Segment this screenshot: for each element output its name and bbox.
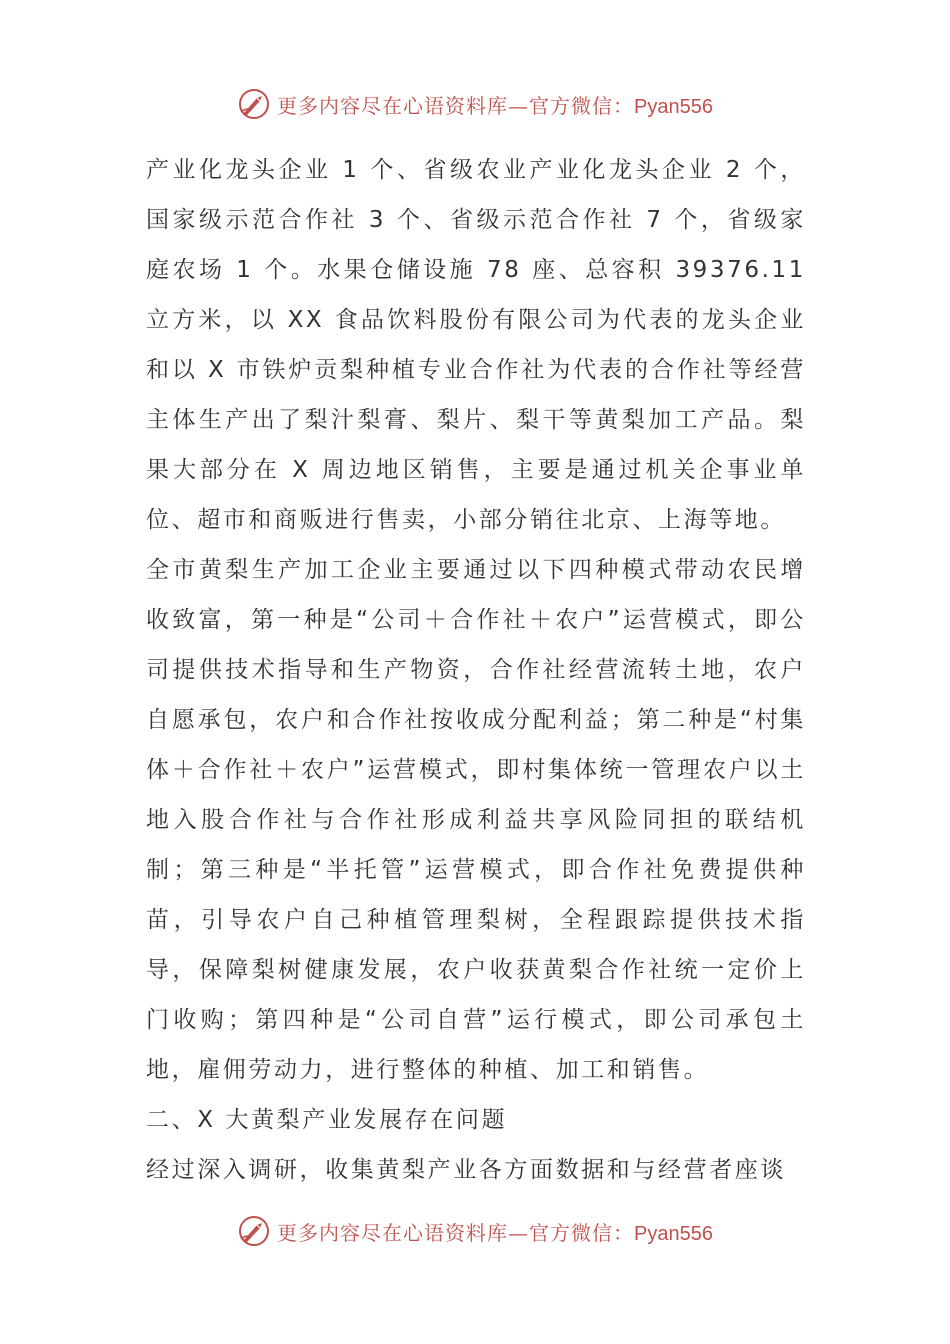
pen-nib-logo-icon — [237, 87, 271, 121]
pen-nib-logo-icon — [237, 1214, 271, 1248]
paragraph-2: 全市黄梨生产加工企业主要通过以下四种模式带动农民增收致富，第一种是“公司＋合作社＋农户”运营模式，即公司提供技术指导和生产物资，合作社经营流转土地，农户自愿承包，农户和合作社按收成分配利益；第二种是“村集体＋合作社＋农户”运营模式，即村集体统一管理农户以土地入股合作社与合作社形成利益共享风险同担的联结机制；第三种是“半托管”运营模式，即合作社免费提供种苗，引导农户自己种植管理梨树，全程跟踪提供技术指导，保障梨树健康发展，农户收获黄梨合作社统一定价上门收购；第四种是“公司自营”运行模式，即公司承包土地，雇佣劳动力，进行整体的种植、加工和销售。 — [146, 557, 806, 1083]
watermark-text: 更多内容尽在心语资料库—官方微信：Pyan556 — [277, 93, 713, 118]
section-heading: 二、X 大黄梨产业发展存在问题 — [146, 1107, 508, 1133]
watermark-handle: Pyan556 — [634, 1222, 713, 1245]
paragraph-3: 经过深入调研，收集黄梨产业各方面数据和与经营者座谈 — [146, 1157, 786, 1183]
watermark-handle: Pyan556 — [634, 95, 713, 118]
watermark-text: 更多内容尽在心语资料库—官方微信：Pyan556 — [277, 1220, 713, 1245]
header-watermark — [0, 84, 950, 124]
paragraph-1: 产业化龙头企业 1 个、省级农业产业化龙头企业 2 个，国家级示范合作社 3 个、省级示范合作社 7 个，省级家庭农场 1 个。水果仓储设施 78 座、总容积 39376.11 立方米，以 XX 食品饮料股份有限公司为代表的龙头企业和以 X 市铁炉贡梨种植专业合作社为代表的合作社等经营主体生产出了梨汁梨膏、梨片、梨干等黄梨加工产品。梨果大部分在 X 周边地区销售，主要是通过机关企事业单位、超市和商贩进行售卖，小部分销往北京、上海等地。 — [146, 157, 806, 533]
footer-watermark — [0, 1211, 950, 1251]
document-body — [146, 145, 806, 1195]
